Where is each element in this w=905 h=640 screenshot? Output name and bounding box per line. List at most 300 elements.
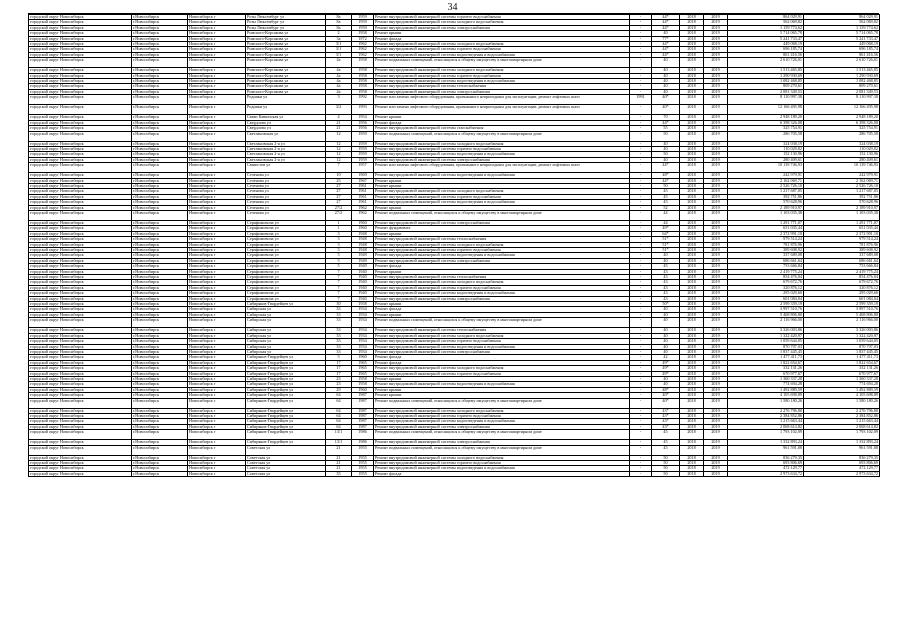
plan-end-year-cell: 2019 <box>704 371 728 376</box>
street-cell: Свердлова ул <box>246 120 326 125</box>
locality-cell: Новосибирск г <box>188 371 246 376</box>
house-number-cell: 33 <box>326 333 352 338</box>
year-built-cell: 1960 <box>352 387 374 392</box>
settlement-cell: г.Новосибирск <box>132 382 188 387</box>
work-type-cell: Ремонт внутридомовой инженерной системы электроснабжения <box>374 440 630 445</box>
plan-end-year-cell: 2019 <box>704 220 728 225</box>
year-built-cell: 1948 <box>352 237 374 242</box>
work-type-cell: Ремонт внутридомовой инженерной системы электроснабжения <box>374 258 630 263</box>
settlement-cell: г.Новосибирск <box>132 126 188 131</box>
street-cell: Сибиряков-Гвардейцев ул <box>246 382 326 387</box>
settlement-cell: г.Новосибирск <box>132 89 188 94</box>
house-number-cell: 3/1 <box>326 42 352 47</box>
cost-total-cell: 1 059 644,05 <box>728 339 804 344</box>
plan-start-year-cell: 2018 <box>680 126 704 131</box>
cost-total-cell: 1 215 663,44 <box>728 419 804 424</box>
cost-fund-cell: 3 326 003,86 <box>804 328 880 333</box>
street-cell: Советская ул <box>246 445 326 455</box>
plan-start-year-cell: 2018 <box>680 73 704 78</box>
work-type-cell: Ремонт внутридомовой инженерной системы горячего водоснабжения <box>374 371 630 376</box>
wear-percent-cell: 45 <box>652 189 680 194</box>
plan-end-year-cell: 2019 <box>704 280 728 285</box>
street-cell: Сибиряков-Гвардейцев ул <box>246 393 326 398</box>
wear-percent-cell: 43* <box>652 419 680 424</box>
lift-year-cell: - <box>630 58 652 68</box>
lift-year-cell: - <box>630 275 652 280</box>
work-type-cell: Ремонт внутридомовой инженерной системы теплоснабжения <box>374 237 630 242</box>
house-number-cell: 64 <box>326 408 352 413</box>
cost-fund-cell: 320 876,12 <box>804 285 880 290</box>
settlement-cell: г.Новосибирск <box>132 360 188 365</box>
plan-end-year-cell: 2019 <box>704 183 728 188</box>
locality-cell: Новосибирск г <box>188 141 246 146</box>
cost-total-cell: 152 130,96 <box>728 152 804 157</box>
lift-year-cell: - <box>630 466 652 471</box>
street-cell: Серафимовича ул <box>246 269 326 274</box>
settlement-cell: г.Новосибирск <box>132 173 188 178</box>
plan-start-year-cell: 2018 <box>680 307 704 312</box>
plan-start-year-cell: 2018 <box>680 333 704 338</box>
cost-total-cell: 2 526 726,10 <box>728 183 804 188</box>
house-number-cell: 23 <box>326 376 352 381</box>
cost-fund-cell: 2 973 634,72 <box>804 471 880 476</box>
lift-year-cell: - <box>630 194 652 199</box>
year-built-cell: 1962 <box>352 52 374 57</box>
cost-total-cell: 392 751,86 <box>728 194 804 199</box>
plan-end-year-cell: 2019 <box>704 36 728 41</box>
street-cell: Серафимовича ул <box>246 242 326 247</box>
year-built-cell: 1965 <box>352 360 374 365</box>
plan-end-year-cell: 2019 <box>704 408 728 413</box>
street-cell: Римского-Корсакова ул <box>246 47 326 52</box>
cost-fund-cell: 1 580 180,26 <box>804 398 880 408</box>
year-built-cell: 1960 <box>352 220 374 225</box>
plan-start-year-cell: 2018 <box>680 36 704 41</box>
wear-percent-cell: 44* <box>652 42 680 47</box>
settlement-cell: г.Новосибирск <box>132 275 188 280</box>
cost-fund-cell: 2 116 966,00 <box>804 318 880 328</box>
cost-fund-cell: 152 130,96 <box>804 152 880 157</box>
cost-total-cell: 110 029,82 <box>728 146 804 151</box>
work-type-cell: Ремонт внутридомовой инженерной системы электроснабжения <box>374 25 630 30</box>
year-built-cell: 1961 <box>352 200 374 205</box>
cost-fund-cell: 1 290 930,69 <box>804 73 880 78</box>
plan-end-year-cell: 2019 <box>704 157 728 162</box>
locality-cell: Новосибирск г <box>188 226 246 231</box>
plan-start-year-cell: 2018 <box>680 15 704 20</box>
cost-total-cell: 295 029,60 <box>728 291 804 296</box>
street-cell: Сибиряков-Гвардейцев ул <box>246 366 326 371</box>
house-number-cell: 64 <box>326 393 352 398</box>
plan-end-year-cell: 2019 <box>704 461 728 466</box>
work-type-cell: Ремонт внутридомовой инженерной системы горячего водоснабжения <box>374 339 630 344</box>
lift-year-cell: - <box>630 20 652 25</box>
plan-start-year-cell: 2018 <box>680 393 704 398</box>
municipality-cell: городской округ Новосибирск <box>29 115 132 120</box>
lift-year-cell: - <box>630 163 652 173</box>
table-row <box>29 58 880 68</box>
year-built-cell: 1958 <box>352 382 374 387</box>
street-cell: Розы Люксембург ул <box>246 25 326 30</box>
cost-fund-cell: 472 129,77 <box>804 466 880 471</box>
wear-percent-cell: 44 <box>652 220 680 225</box>
municipality-cell: городской округ Новосибирск <box>29 471 132 476</box>
municipality-cell: городской округ Новосибирск <box>29 333 132 338</box>
cost-fund-cell: 286 705,58 <box>804 131 880 141</box>
plan-end-year-cell: 2019 <box>704 376 728 381</box>
plan-start-year-cell: 2018 <box>680 120 704 125</box>
cost-total-cell: 324 038,19 <box>728 141 804 146</box>
year-built-cell: 1940 <box>352 269 374 274</box>
wear-percent-cell: 50 <box>652 131 680 141</box>
cost-fund-cell: 1 837 445,45 <box>804 349 880 354</box>
street-cell: Связи Кавказская ул <box>246 115 326 120</box>
table-row <box>29 318 880 328</box>
work-type-cell: Ремонт крыши <box>374 393 630 398</box>
lift-year-cell: - <box>630 73 652 78</box>
street-cell: Сибирская ул <box>246 312 326 317</box>
lift-year-cell: - <box>630 205 652 210</box>
plan-start-year-cell: 2018 <box>680 52 704 57</box>
cost-fund-cell: 1 215 663,44 <box>804 419 880 424</box>
settlement-cell: г.Новосибирск <box>132 52 188 57</box>
house-number-cell: 4а <box>326 73 352 78</box>
table-row <box>29 95 880 105</box>
plan-end-year-cell: 2019 <box>704 285 728 290</box>
house-number-cell: 27 <box>326 189 352 194</box>
cost-fund-cell: 774 694,28 <box>804 382 880 387</box>
settlement-cell: г.Новосибирск <box>132 237 188 242</box>
cost-total-cell: 472 129,77 <box>728 466 804 471</box>
lift-year-cell: - <box>630 318 652 328</box>
locality-cell: Новосибирск г <box>188 200 246 205</box>
plan-end-year-cell: 2019 <box>704 189 728 194</box>
plan-start-year-cell: 2018 <box>680 339 704 344</box>
wear-percent-cell: 45 <box>652 194 680 199</box>
settlement-cell: г.Новосибирск <box>132 200 188 205</box>
plan-start-year-cell: 2018 <box>680 146 704 151</box>
lift-year-cell: - <box>630 269 652 274</box>
cost-total-cell: 2 419 775,24 <box>728 269 804 274</box>
lift-year-cell: - <box>630 393 652 398</box>
municipality-cell: городской округ Новосибирск <box>29 408 132 413</box>
locality-cell: Новосибирск г <box>188 89 246 94</box>
cost-total-cell: 2 068 614,82 <box>728 424 804 429</box>
year-built-cell: 1959 <box>352 141 374 146</box>
house-number-cell: 35 <box>326 471 352 476</box>
wear-percent-cell: 40* <box>652 398 680 408</box>
house-number-cell: 17 <box>326 360 352 365</box>
street-cell: Светлановская ул <box>246 131 326 141</box>
lift-year-cell: - <box>630 105 652 115</box>
settlement-cell: г.Новосибирск <box>132 157 188 162</box>
plan-start-year-cell: 2018 <box>680 382 704 387</box>
work-type-cell: Ремонт фасада <box>374 36 630 41</box>
municipality-cell: городской округ Новосибирск <box>29 15 132 20</box>
lift-year-cell: - <box>630 296 652 301</box>
municipality-cell: городской округ Новосибирск <box>29 328 132 333</box>
settlement-cell: г.Новосибирск <box>132 291 188 296</box>
cost-fund-cell: 1 492 889,59 <box>804 387 880 392</box>
settlement-cell: г.Новосибирск <box>132 42 188 47</box>
cost-total-cell: 10 139 746,93 <box>728 163 804 173</box>
street-cell: Серафимовича ул <box>246 258 326 263</box>
settlement-cell: г.Новосибирск <box>132 79 188 84</box>
house-number-cell: 21 <box>326 120 352 125</box>
plan-end-year-cell: 2019 <box>704 105 728 115</box>
settlement-cell: г.Новосибирск <box>132 105 188 115</box>
settlement-cell: г.Новосибирск <box>132 178 188 183</box>
plan-start-year-cell: 2018 <box>680 189 704 194</box>
work-type-cell: Ремонт внутридомовой инженерной системы холодного водоснабжения <box>374 242 630 247</box>
house-number-cell: 12 <box>326 152 352 157</box>
work-type-cell: Ремонт крыши <box>374 205 630 210</box>
locality-cell: Новосибирск г <box>188 408 246 413</box>
cost-total-cell: 809 270,61 <box>728 84 804 89</box>
cost-fund-cell: 5 241 733,47 <box>804 36 880 41</box>
cost-fund-cell: 2 189 910,97 <box>804 205 880 210</box>
lift-year-cell: - <box>630 333 652 338</box>
street-cell: Сибиряков-Гвардейцев ул <box>246 424 326 429</box>
cost-fund-cell: 686 661,64 <box>804 258 880 263</box>
municipality-cell: городской округ Новосибирск <box>29 157 132 162</box>
year-built-cell: 1958 <box>352 89 374 94</box>
street-cell: Серафимовича ул <box>246 220 326 225</box>
work-type-cell: Ремонт внутридомовой инженерной системы горячего водоснабжения <box>374 47 630 52</box>
wear-percent-cell: 44* <box>652 47 680 52</box>
work-type-cell: Ремонт внутридомовой инженерной системы электроснабжения <box>374 157 630 162</box>
year-built-cell: 1972 <box>352 36 374 41</box>
house-number-cell: 21 <box>326 445 352 455</box>
locality-cell: Новосибирск г <box>188 79 246 84</box>
cost-fund-cell: 781 876,96 <box>804 242 880 247</box>
wear-percent-cell: 50 <box>652 455 680 460</box>
plan-end-year-cell: 2019 <box>704 248 728 253</box>
wear-percent-cell: 43 <box>652 269 680 274</box>
wear-percent-cell: 40 <box>652 312 680 317</box>
plan-end-year-cell: 2019 <box>704 84 728 89</box>
street-cell: Римского-Корсакова ул <box>246 68 326 73</box>
cost-total-cell: 12 166 495,98 <box>728 105 804 115</box>
locality-cell: Новосибирск г <box>188 189 246 194</box>
house-number-cell: 4 <box>326 115 352 120</box>
lift-year-cell: - <box>630 253 652 258</box>
wear-percent-cell: 40 <box>652 328 680 333</box>
cost-total-cell: 2 948 189,20 <box>728 115 804 120</box>
municipality-cell: городской округ Новосибирск <box>29 307 132 312</box>
municipality-cell: городской округ Новосибирск <box>29 424 132 429</box>
wear-percent-cell: 40 <box>652 73 680 78</box>
cost-total-cell: 3 326 003,86 <box>728 328 804 333</box>
wear-percent-cell: 40* <box>652 95 680 105</box>
street-cell: Серафимовича ул <box>246 248 326 253</box>
wear-percent-cell: 44* <box>652 163 680 173</box>
wear-percent-cell: 40 <box>652 344 680 349</box>
plan-end-year-cell: 2019 <box>704 231 728 236</box>
house-number-cell: 21 <box>326 466 352 471</box>
year-built-cell: 1965 <box>352 371 374 376</box>
locality-cell: Новосибирск г <box>188 349 246 354</box>
house-number-cell: 33 <box>326 344 352 349</box>
year-built-cell: 1955 <box>352 461 374 466</box>
cost-fund-cell: 1 793 102,09 <box>804 430 880 440</box>
year-built-cell: 1949 <box>352 258 374 263</box>
street-cell: Сеченова ул <box>246 200 326 205</box>
lift-year-cell: - <box>630 366 652 371</box>
plan-start-year-cell: 2018 <box>680 105 704 115</box>
page-number: 34 <box>447 2 458 13</box>
wear-percent-cell: 45 <box>652 445 680 455</box>
house-number-cell: 4а <box>326 58 352 68</box>
wear-percent-cell: 51* <box>652 248 680 253</box>
street-cell: Серафимовича ул <box>246 291 326 296</box>
wear-percent-cell: 43 <box>652 285 680 290</box>
year-built-cell: 1960 <box>352 355 374 360</box>
lift-year-cell: - <box>630 344 652 349</box>
municipality-cell: городской округ Новосибирск <box>29 231 132 236</box>
locality-cell: Новосибирск г <box>188 419 246 424</box>
lift-year-cell: - <box>630 210 652 220</box>
plan-start-year-cell: 2018 <box>680 430 704 440</box>
locality-cell: Новосибирск г <box>188 95 246 105</box>
municipality-cell: городской округ Новосибирск <box>29 126 132 131</box>
work-type-cell: Ремонт фасада <box>374 120 630 125</box>
house-number-cell: 1 <box>326 226 352 231</box>
wear-percent-cell: 40 <box>652 79 680 84</box>
cost-total-cell: 8 110 997,38 <box>728 95 804 105</box>
work-type-cell: Ремонт внутридомовой инженерной системы электроснабжения <box>374 220 630 225</box>
cost-total-cell: 753 666,84 <box>728 264 804 269</box>
wear-percent-cell: 45 <box>652 440 680 445</box>
settlement-cell: г.Новосибирск <box>132 466 188 471</box>
work-type-cell: Ремонт крыши <box>374 115 630 120</box>
work-type-cell: Ремонт внутридомовой инженерной системы водоотведения и водоснабжения <box>374 152 630 157</box>
plan-end-year-cell: 2019 <box>704 20 728 25</box>
municipality-cell: городской округ Новосибирск <box>29 455 132 460</box>
municipality-cell: городской округ Новосибирск <box>29 318 132 328</box>
lift-year-cell: - <box>630 183 652 188</box>
cost-total-cell: 679 672,76 <box>728 280 804 285</box>
cost-total-cell: 2 116 966,00 <box>728 318 804 328</box>
cost-total-cell: 1 291 771,07 <box>728 220 804 225</box>
municipality-cell: городской округ Новосибирск <box>29 382 132 387</box>
plan-start-year-cell: 2018 <box>680 376 704 381</box>
plan-end-year-cell: 2019 <box>704 387 728 392</box>
cost-total-cell: 870 707,03 <box>728 344 804 349</box>
plan-end-year-cell: 2019 <box>704 68 728 73</box>
work-type-cell: Ремонт внутридомовой инженерной системы водоотведения и водоснабжения <box>374 419 630 424</box>
settlement-cell: г.Новосибирск <box>132 242 188 247</box>
plan-start-year-cell: 2018 <box>680 461 704 466</box>
street-cell: Сибиряков-Гвардейцев ул <box>246 430 326 440</box>
lift-year-cell: - <box>630 440 652 445</box>
cost-fund-cell: 295 029,60 <box>804 291 880 296</box>
cost-fund-cell: 110 029,82 <box>804 146 880 151</box>
cost-fund-cell: 2 081 349,53 <box>804 89 880 94</box>
plan-start-year-cell: 2018 <box>680 84 704 89</box>
street-cell: Римского-Корсакова ул <box>246 52 326 57</box>
wear-percent-cell: 48* <box>652 387 680 392</box>
wear-percent-cell: 44* <box>652 25 680 30</box>
work-type-cell: Ремонт подвальных помещений, относящихся к общему имуществу в многоквартирном доме <box>374 318 630 328</box>
street-cell: Сеченова ул <box>246 189 326 194</box>
lift-year-cell: - <box>630 141 652 146</box>
lift-year-cell: - <box>630 430 652 440</box>
plan-end-year-cell: 2019 <box>704 413 728 418</box>
settlement-cell: г.Новосибирск <box>132 302 188 307</box>
locality-cell: Новосибирск г <box>188 183 246 188</box>
wear-percent-cell: 55 <box>652 126 680 131</box>
year-built-cell: 1959 <box>352 20 374 25</box>
house-number-cell: 27 <box>326 183 352 188</box>
lift-year-cell: - <box>630 36 652 41</box>
cost-total-cell: 854 476,04 <box>728 275 804 280</box>
street-cell: Родники ул <box>246 95 326 105</box>
house-number-cell: 5 <box>326 264 352 269</box>
plan-end-year-cell: 2019 <box>704 89 728 94</box>
locality-cell: Новосибирск г <box>188 178 246 183</box>
settlement-cell: г.Новосибирск <box>132 194 188 199</box>
plan-end-year-cell: 2019 <box>704 355 728 360</box>
work-type-cell: Ремонт подвальных помещений, относящихся к общему имуществу в многоквартирном доме <box>374 210 630 220</box>
house-number-cell: 3/2 <box>326 105 352 115</box>
settlement-cell: г.Новосибирск <box>132 307 188 312</box>
municipality-cell: городской округ Новосибирск <box>29 302 132 307</box>
municipality-cell: городской округ Новосибирск <box>29 194 132 199</box>
plan-end-year-cell: 2019 <box>704 237 728 242</box>
plan-start-year-cell: 2018 <box>680 360 704 365</box>
settlement-cell: г.Новосибирск <box>132 25 188 30</box>
house-number-cell: 12 <box>326 146 352 151</box>
wear-percent-cell: 49* <box>652 360 680 365</box>
year-built-cell: 1940 <box>352 296 374 301</box>
plan-end-year-cell: 2019 <box>704 25 728 30</box>
table-row <box>29 163 880 173</box>
cost-fund-cell: 2 068 614,82 <box>804 424 880 429</box>
year-built-cell: 1955 <box>352 445 374 455</box>
plan-end-year-cell: 2019 <box>704 424 728 429</box>
wear-percent-cell: 44* <box>652 52 680 57</box>
municipality-cell: городской округ Новосибирск <box>29 248 132 253</box>
cost-fund-cell: 2 599 359,19 <box>804 302 880 307</box>
wear-percent-cell: 43 <box>652 275 680 280</box>
lift-year-cell: - <box>630 89 652 94</box>
settlement-cell: г.Новосибирск <box>132 73 188 78</box>
house-number-cell: 7 <box>326 291 352 296</box>
locality-cell: Новосибирск г <box>188 20 246 25</box>
lift-year-cell: - <box>630 115 652 120</box>
settlement-cell: г.Новосибирск <box>132 312 188 317</box>
plan-start-year-cell: 2018 <box>680 25 704 30</box>
settlement-cell: г.Новосибирск <box>132 20 188 25</box>
cost-total-cell: 696 185,74 <box>728 47 804 52</box>
plan-end-year-cell: 2019 <box>704 366 728 371</box>
cost-total-cell: 1 477 411,73 <box>728 355 804 360</box>
street-cell: Серафимовича ул <box>246 296 326 301</box>
plan-end-year-cell: 2019 <box>704 47 728 52</box>
year-built-cell: 1934 <box>352 307 374 312</box>
house-number-cell: 2 <box>326 31 352 36</box>
lift-year-cell: - <box>630 471 652 476</box>
locality-cell: Новосибирск г <box>188 248 246 253</box>
lift-year-cell: - <box>630 226 652 231</box>
cost-total-cell: 1 159 774,62 <box>728 25 804 30</box>
year-built-cell: 1949 <box>352 264 374 269</box>
lift-year-cell: - <box>630 220 652 225</box>
locality-cell: Новосибирск г <box>188 31 246 36</box>
settlement-cell: г.Новосибирск <box>132 344 188 349</box>
settlement-cell: г.Новосибирск <box>132 163 188 173</box>
